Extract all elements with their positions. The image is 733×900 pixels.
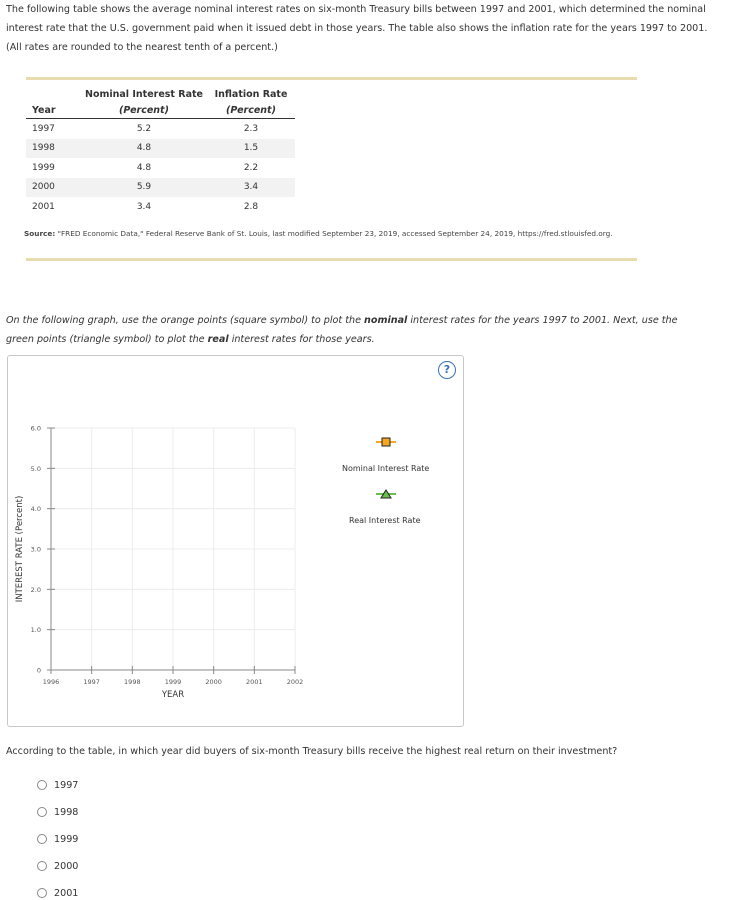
year-cell: 1999 <box>32 162 55 173</box>
question-text: According to the table, in which year did buyers of six-month Treasury bills receive the highest real return on their investment? <box>6 746 618 757</box>
inflation-unit-header: (Percent) <box>207 102 295 119</box>
x-axis-title: YEAR <box>161 690 185 700</box>
radio-button[interactable] <box>37 807 47 817</box>
nominal-unit-header: (Percent) <box>81 102 207 119</box>
year-cell: 1998 <box>26 139 81 159</box>
option-label: 2000 <box>54 860 79 872</box>
option-label: 1997 <box>54 779 79 791</box>
inflation-cell: 2.3 <box>243 123 259 134</box>
option-2001[interactable] <box>37 886 78 900</box>
instruction-text: On the following graph, use the orange points (square symbol) to plot the <box>6 315 365 326</box>
y-tick-label: 4.0 <box>30 505 41 514</box>
nominal-cell: 4.8 <box>136 162 152 173</box>
source-label: Source: <box>24 229 56 238</box>
x-tick-label: 2001 <box>246 678 263 686</box>
y-tick-label: 2.0 <box>30 585 41 594</box>
option-label: 1998 <box>54 806 79 818</box>
option-2000[interactable] <box>37 859 78 873</box>
nominal-cell: 3.4 <box>136 201 152 212</box>
intro-paragraph: The following table shows the average nominal interest rates on six-month Treasury bills between 1997 and 2001, which determined the nominal interest rate that the U.S. government paid when it issued debt in those years. The table also shows the inflation rate for the years 1997 to 2001. (All rates are rounded to the nearest tenth of a percent.) <box>6 4 708 53</box>
nominal-header: Nominal Interest Rate <box>85 88 203 100</box>
legend-nominal-square-icon <box>382 438 390 446</box>
instruction-bold-real: real <box>207 334 229 345</box>
instruction-text: interest rates for the years 1997 to 2001. Next, use the green points (triangle symbol) to plot the <box>6 315 678 345</box>
inflation-cell: 3.4 <box>207 178 295 198</box>
x-tick-label: 2002 <box>286 678 304 686</box>
x-tick-label: 1999 <box>164 678 182 686</box>
legend-label-nominal: Nominal Interest Rate <box>342 464 430 473</box>
x-tick-label: 2000 <box>205 678 222 686</box>
source-text: "FRED Economic Data," Federal Reserve Bank of St. Louis, last modified September 23, 2019, accessed September 24, 2019, https://fred.stlouisfed.org. <box>57 229 613 238</box>
y-axis-title: INTEREST RATE (Percent) <box>15 495 25 603</box>
nominal-cell: 5.2 <box>136 123 152 134</box>
x-tick-label: 1997 <box>83 678 100 686</box>
x-tick-label: 1998 <box>124 678 141 686</box>
year-header: Year <box>26 102 81 119</box>
option-1999[interactable] <box>37 832 78 846</box>
legend-label-real: Real Interest Rate <box>349 516 421 525</box>
inflation-header: Inflation Rate <box>214 88 288 100</box>
radio-button[interactable] <box>37 834 47 844</box>
inflation-cell: 1.5 <box>207 139 295 159</box>
radio-button[interactable] <box>37 861 47 871</box>
y-tick-label: 5.0 <box>30 464 41 473</box>
radio-button[interactable] <box>37 780 47 790</box>
instruction-bold-nominal: nominal <box>364 315 408 326</box>
y-tick-label: 6.0 <box>30 424 41 433</box>
y-tick-label: 1.0 <box>30 626 41 635</box>
year-cell: 2001 <box>32 201 55 212</box>
inflation-cell: 2.2 <box>243 162 259 173</box>
help-icon[interactable]: ? <box>438 361 456 379</box>
y-tick-label: 0 <box>36 666 41 675</box>
instruction-text: interest rates for those years. <box>228 334 375 345</box>
option-label: 1999 <box>54 833 79 845</box>
year-cell: 1997 <box>32 123 55 134</box>
year-cell: 2000 <box>26 178 81 198</box>
option-label: 2001 <box>54 887 79 899</box>
nominal-cell: 4.8 <box>81 139 207 159</box>
option-1997[interactable] <box>37 778 78 792</box>
radio-button[interactable] <box>37 888 47 898</box>
nominal-cell: 5.9 <box>81 178 207 198</box>
x-tick-label: 1996 <box>42 678 60 686</box>
y-tick-label: 3.0 <box>30 545 41 554</box>
option-1998[interactable] <box>37 805 78 819</box>
inflation-cell: 2.8 <box>243 201 259 212</box>
